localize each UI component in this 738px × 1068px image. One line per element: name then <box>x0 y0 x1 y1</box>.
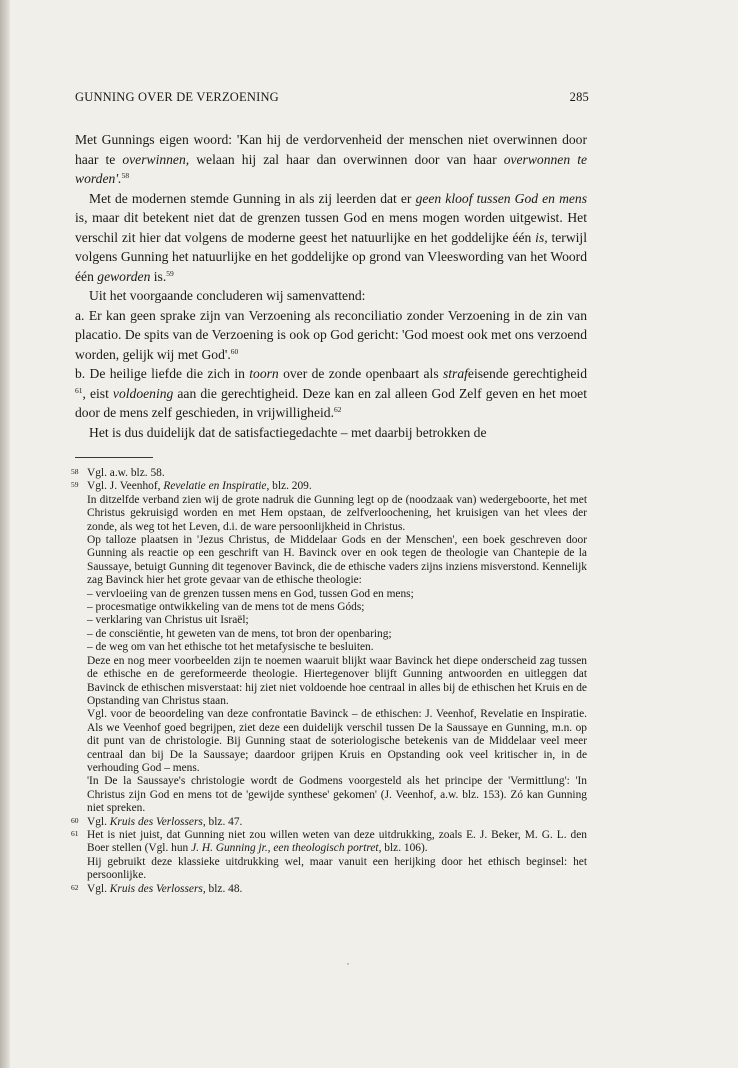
footnote-paragraph: In ditzelfde verband zien wij de grote nadruk die Gunning legt op de (noodzaak van) wedergeboorte, het met Christus gekruisigd worden en met Hem opstaan, de zelfverloochening, het kruisigen van het vlees der zonde, als weg tot het Leven, d.i. de ware persoonlijkheid in Christus. <box>87 493 587 533</box>
text-run: Uit het voorgaande concluderen wij samenvattend: <box>89 288 366 303</box>
italic-text: is, <box>535 229 548 245</box>
italic-text: overwinnen, <box>122 151 190 167</box>
scan-edge <box>0 0 10 1068</box>
footnote-ref: 59 <box>166 268 174 278</box>
footnotes <box>71 467 587 896</box>
text-run: Vgl. a.w. blz. 58. <box>87 467 165 479</box>
paragraph <box>75 130 587 189</box>
footnote-paragraph: 'In De la Saussaye's christologie wordt de Godmens voorgesteld als het principe der 'Vermittlung': 'In Christus zijn God en mens tot de 'gewijde synthese' gekomen' (J. Veenhof, a.w. blz. 153). Zó kan Gunning niet spreken. <box>87 775 587 815</box>
conclusion-item-b <box>75 364 587 423</box>
footnote-text <box>87 467 587 480</box>
footnote-list <box>87 588 587 655</box>
footnote-rule <box>75 457 153 458</box>
footnote-number: 59 <box>71 480 79 490</box>
text-run: welaan hij zal haar dan overwinnen door van haar <box>189 151 504 167</box>
italic-text: voldoening <box>112 385 174 401</box>
text-run: over de zonde openbaart als <box>278 366 443 381</box>
list-item: – verklaring van Christus uit Israël; <box>87 614 249 627</box>
list-item: – vervloeiing van de grenzen tussen mens en God, tussen God en mens; <box>87 587 414 600</box>
text-run: aan die gerechtigheid. Deze kan en zal alleen God Zelf geven en het moet door de mens zelf geschieden, in vrijwilligheid. <box>75 385 587 420</box>
italic-text: Kruis des Verlossers, <box>109 815 206 828</box>
paragraph <box>75 286 587 306</box>
scan-speck: , <box>347 957 349 966</box>
italic-text: overwonnen te worden'. <box>75 151 588 186</box>
text-run: Vgl. J. Veenhof, <box>87 480 164 493</box>
footnote-60 <box>71 815 587 829</box>
italic-text: Kruis des Verlossers, <box>109 882 206 895</box>
italic-text: J. H. Gunning jr., een theologisch portret, <box>191 842 382 855</box>
footnote-text <box>87 829 587 856</box>
footnote-ref: 62 <box>333 405 342 414</box>
body-text <box>75 130 587 442</box>
conclusion-item-a <box>75 306 587 365</box>
footnote-text <box>87 816 587 829</box>
footnote-paragraph: Op talloze plaatsen in 'Jezus Christus, de Middelaar Gods en der Menschen', een boek geschreven door Gunning als reactie op een geschrift van H. Bavinck over en ook tegen de theologie van Chantepie de la Saussaye, betuigt Gunning dit tegenover Bavinck, die de ethische vaders zijns inziens misverstond. Kennelijk zag Bavinck hier het grote gevaar van de ethische theologie: <box>87 534 587 587</box>
italic-text: straf <box>442 366 468 381</box>
text-run: eisende gerechtigheid <box>467 366 588 381</box>
footnote-text <box>87 480 587 493</box>
text-run: is, maar dit betekent niet dat de grenzen tussen God en mens mogen worden uitgewist. Het verschil zit hier dat volgens de moderne geest het natuurlijke en het goddelijke één <box>75 210 587 245</box>
text-run: Vgl. <box>87 815 110 828</box>
footnote-59 <box>71 480 587 815</box>
text-run: blz. 209. <box>269 480 312 493</box>
footnote-ref: 58 <box>121 171 130 180</box>
text-run: , eist <box>82 385 113 401</box>
footnote-number: 62 <box>71 882 79 892</box>
text-run: blz. 47. <box>205 815 243 828</box>
footnote-ref: 60 <box>230 346 239 356</box>
footnote-58 <box>71 467 587 480</box>
footnote-number: 60 <box>71 815 79 825</box>
footnote-number: 58 <box>71 467 79 476</box>
list-item: – de consciëntie, ht geweten van de mens, tot bron der openbaring; <box>87 627 392 640</box>
text-run: is. <box>150 268 167 284</box>
text-run: Met Gunnings eigen woord: 'Kan hij de verdorvenheid der menschen niet overwinnen door haar te <box>75 132 587 167</box>
list-item: – de weg om van het ethische tot het metafysische te besluiten. <box>87 641 374 654</box>
footnote-ref: 61 <box>75 385 83 395</box>
running-head <box>75 90 587 110</box>
text-run: Met de modernen stemde Gunning in als zij leerden dat er <box>89 190 416 206</box>
text-run: Vgl. <box>87 882 110 895</box>
footnote-paragraph: Vgl. voor de beoordeling van deze confrontatie Bavinck – de ethischen: J. Veenhof, Revelatie en Inspiratie. Als we Veenhof goed begrijpen, ziet deze een duidelijk verschil tussen De la Saussaye en Gunning, m.n. op dit punt van de christologie. Bij Gunning staat de soteriologische betekenis van de Middelaar veel meer centraal dan bij De la Saussaye; daardoor grijpen Kruis en Opstanding ook veel kritischer in, in de verhouding God – mens. <box>87 708 587 774</box>
italic-text: geworden <box>97 268 151 284</box>
text-run: b. De heilige liefde die zich in <box>75 366 250 381</box>
italic-text: Revelatie en Inspiratie, <box>163 480 270 493</box>
footnote-paragraph: Deze en nog meer voorbeelden zijn te noemen waaruit blijkt waar Bavinck het diepe onderscheid zag tussen de ethische en de gereformeerde theologie. Hiertegenover blijft Gunning antwoorden en uitleggen dat Bavinck de ethischen misverstaat: hij ziet niet voldoende hoe centraal in alles bij de ethischen het Kruis en de Opstanding van Christus staan. <box>87 654 587 707</box>
text-run: blz. 48. <box>205 882 243 895</box>
italic-text: toorn <box>249 366 279 381</box>
text-run: blz. 106). <box>381 842 428 855</box>
text-run: Het is niet juist, dat Gunning niet zou willen weten van deze uitdrukking, zoals E. J. Beker, M. G. L. den Boer stellen (Vgl. hun <box>87 828 587 855</box>
text-run: terwijl volgens Gunning het natuurlijke en het goddelijke op grond van Vleeswording van het Woord één <box>75 229 587 284</box>
footnote-paragraph: Hij gebruikt deze klassieke uitdrukking wel, maar vanuit een herijking door het ethisch beginsel: het persoonlijke. <box>87 855 587 882</box>
running-title: GUNNING OVER DE VERZOENING <box>75 90 279 104</box>
footnote-61 <box>71 828 587 883</box>
paragraph <box>75 189 587 287</box>
text-run: Het is dus duidelijk dat de satisfactiegedachte – met daarbij betrokken de <box>89 424 487 440</box>
italic-text: geen kloof tussen God en mens <box>415 190 588 206</box>
list-item: – procesmatige ontwikkeling van de mens tot de mens Góds; <box>87 601 365 614</box>
footnote-62 <box>71 882 587 896</box>
text-run: a. Er kan geen sprake zijn van Verzoening als reconciliatio zonder Verzoening in de zin van placatio. De spits van de Verzoening is ook op God gericht: 'God moest ook met ons verzoend worden, gelijk wij met God'. <box>75 307 587 362</box>
paragraph <box>75 423 587 443</box>
footnote-number: 61 <box>71 828 79 838</box>
footnote-text <box>87 883 587 896</box>
book-page <box>71 90 589 896</box>
page-number: 285 <box>569 90 589 104</box>
